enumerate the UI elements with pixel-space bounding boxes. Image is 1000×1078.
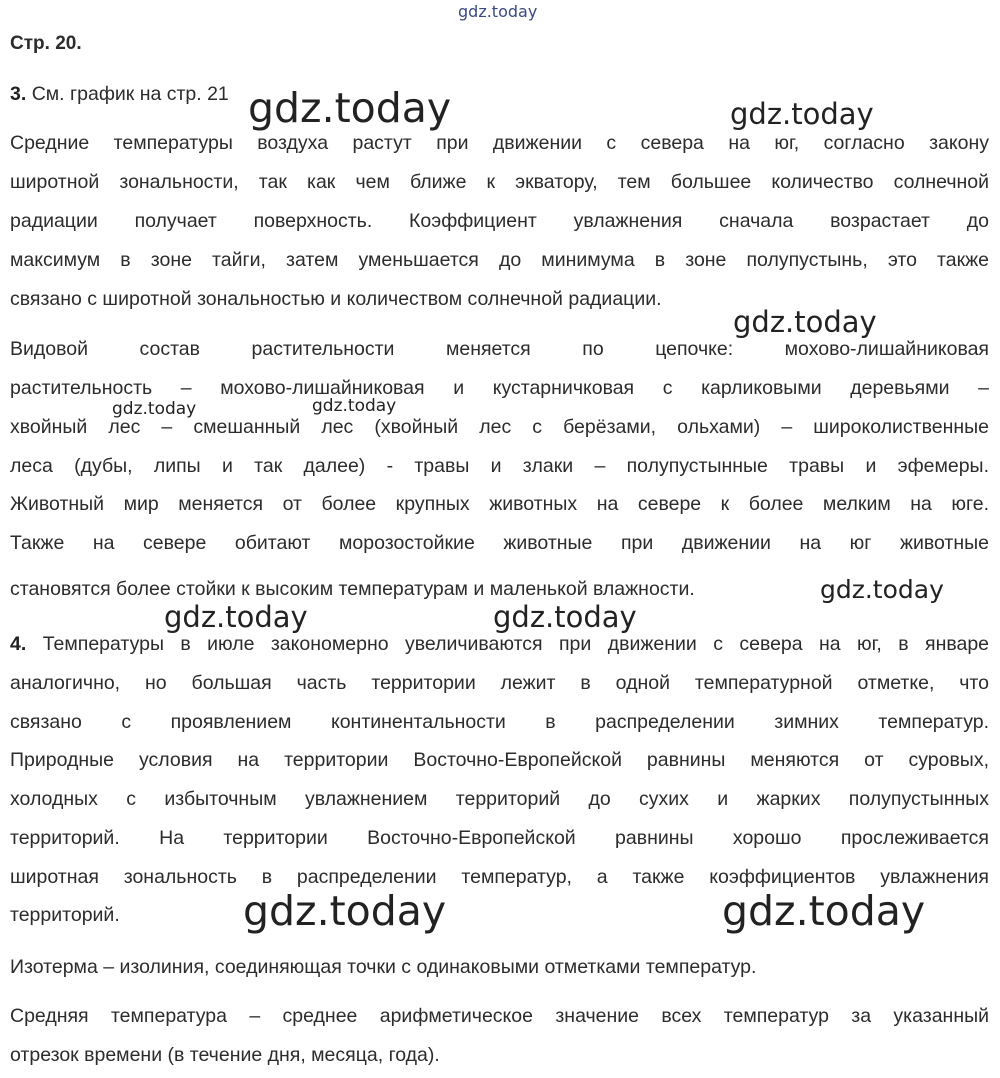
answer-3-paragraph-2-line: хвойный лес – смешанный лес (хвойный лес с берёзами, ольхами) – широколиственные bbox=[10, 416, 989, 438]
answer-3-paragraph-1-line: максимум в зоне тайги, затем уменьшается до минимума в зоне полупустынь, это также bbox=[10, 249, 989, 271]
answer-3-paragraph-2-line: Также на севере обитают морозостойкие животные при движении на юг животные bbox=[10, 532, 989, 554]
watermark-text: gdz.today bbox=[458, 2, 538, 21]
answer-4-first-line bbox=[10, 632, 989, 656]
watermark-text: gdz.today bbox=[493, 600, 637, 634]
answer-3-paragraph-2-line: Животный мир меняется от более крупных животных на севере к более мелким на юге. bbox=[10, 493, 989, 515]
watermark-text: gdz.today bbox=[730, 97, 874, 131]
answer-4-paragraph-1-line: Природные условия на территории Восточно-Европейской равнины меняются от суровых, bbox=[10, 749, 989, 771]
answer-3-paragraph-1-line: Средние температуры воздуха растут при движении с севера на юг, согласно закону bbox=[10, 132, 989, 154]
answer-4-number: 4. bbox=[10, 633, 27, 655]
answer-3-paragraph-2-line: становятся более стойки к высоким температурам и маленькой влажности. bbox=[10, 578, 695, 600]
answer-3-paragraph-1-line: радиации получает поверхность. Коэффициент увлажнения сначала возрастает до bbox=[10, 210, 989, 232]
answer-3-paragraph-2-line: леса (дубы, липы и так далее) - травы и злаки – полупустынные травы и эфемеры. bbox=[10, 455, 989, 477]
answer-3-paragraph-1-line: широтной зональности, так как чем ближе к экватору, тем большее количество солнечной bbox=[10, 171, 989, 193]
answer-3-number: 3. bbox=[10, 83, 27, 105]
answer-3-reference: См. график на стр. 21 bbox=[31, 83, 229, 105]
mean-temperature-definition-line: отрезок времени (в течение дня, месяца, года). bbox=[10, 1044, 440, 1066]
mean-temperature-definition-line: Средняя температура – среднее арифметическое значение всех температур за указанный bbox=[10, 1005, 989, 1027]
answer-3-paragraph-2-line: Видовой состав растительности меняется по цепочке: мохово-лишайниковая bbox=[10, 338, 989, 360]
watermark-text: gdz.today bbox=[243, 887, 447, 935]
answer-4-paragraph-1-line: Температуры в июле закономерно увеличиваются при движении с севера на юг, в январе bbox=[42, 633, 990, 655]
answer-4-paragraph-1-line: территорий. bbox=[10, 904, 120, 926]
watermark-text: gdz.today bbox=[733, 305, 877, 339]
page-heading: Стр. 20. bbox=[10, 33, 82, 54]
watermark-text: gdz.today bbox=[722, 887, 926, 935]
answer-3-paragraph-1-line: связано с широтной зональностью и количеством солнечной радиации. bbox=[10, 288, 662, 310]
watermark-text: gdz.today bbox=[312, 396, 397, 416]
isotherm-definition: Изотерма – изолиния, соединяющая точки с одинаковыми отметками температур. bbox=[10, 956, 757, 978]
watermark-text: gdz.today bbox=[820, 575, 944, 604]
watermark-text: gdz.today bbox=[248, 84, 452, 132]
answer-4-paragraph-1-line: территорий. На территории Восточно-Европейской равнины хорошо прослеживается bbox=[10, 827, 989, 849]
watermark-text: gdz.today bbox=[164, 600, 308, 634]
watermark-text: gdz.today bbox=[112, 399, 197, 419]
answer-4-paragraph-1-line: широтная зональность в распределении температур, а также коэффициентов увлажнения bbox=[10, 866, 989, 888]
answer-4-paragraph-1-line: связано с проявлением континентальности в распределении зимних температур. bbox=[10, 711, 989, 733]
answer-4-paragraph-1-line: аналогично, но большая часть территории лежит в одной температурной отметке, что bbox=[10, 672, 989, 694]
answer-3-paragraph-2-line: растительность – мохово-лишайниковая и кустарничковая с карликовыми деревьями – bbox=[10, 377, 989, 399]
answer-4-paragraph-1-line: холодных с избыточным увлажнением территорий до сухих и жарких полупустынных bbox=[10, 788, 989, 810]
